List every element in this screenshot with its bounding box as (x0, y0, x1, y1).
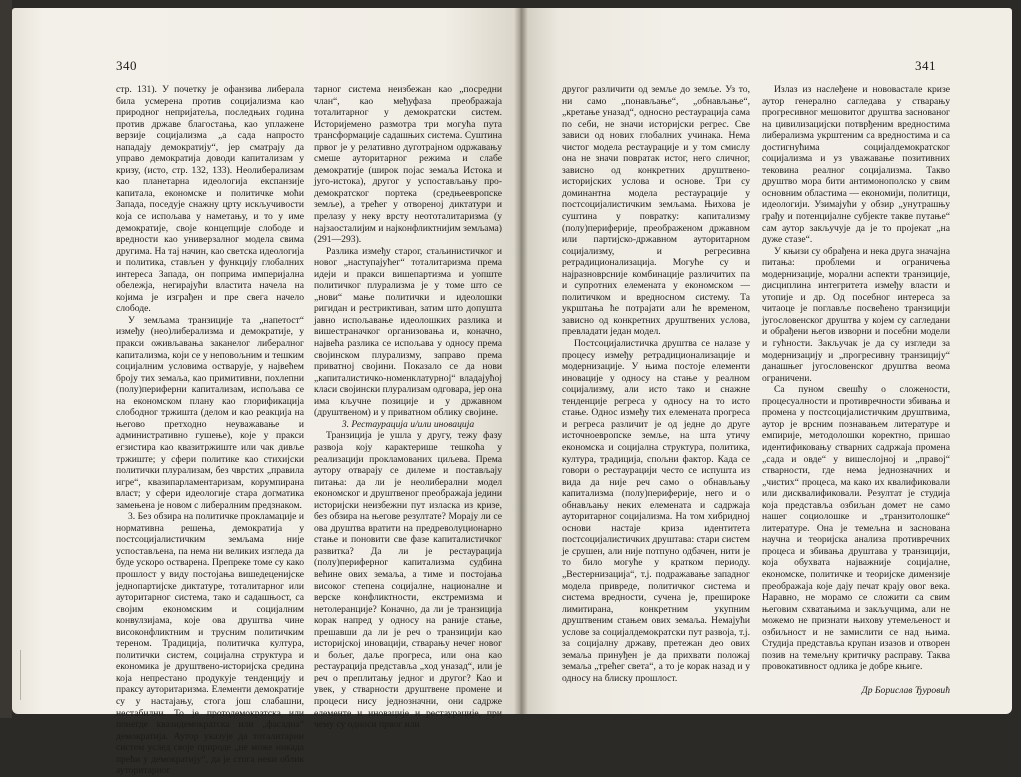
left-page (12, 8, 520, 777)
paragraph: тарног система неизбежан као „посредни члан“, као међуфаза преображаја тоталитарног у демократски систем. Историјемено размотра три могућа пута трансформације садашњих система. Суштина првог је у релативно дуготрајном одржавању смеше ауторитарног режима и слабе демократије (широк појас земаља Истока и југо-истока), другог у успостављању про-демократског портека (средњеевропске земље), а трећег у отвореној диктатури и прелазу у неку врсту неототалитаризма (у најзаосталијим и најконфликтнијим земљама) (291—293). (314, 84, 502, 246)
paragraph: Транзиција је ушла у другу, тежу фазу развоја коју карактерише тешкоћа у реализацији прокламованих циљева. Према аутору отварају се дилеме и постављају питања: да ли је неолиберални модел економског и друштвеног преображаја једини историјски неизбежни пут изласка из кризе, без обзира на његове резултате? Морају ли се ова друштва вратити на предреволуционарно стање и поновити све фазе капиталистичког развитка? Да ли је рестаурација (полу)периферног капитализма судбина већине ових земаља, а тиме и постојања високог степена социјалне, националне и верске конфликтности, екстремизма и нетолеранције? Коначно, да ли је транзиција корак напред у односу на раније стање, прешавши да ли је реч о транзицији као историјској иновацији, стварању нечег новог и бољег, даље прогреса, или она као рестаурација представља „ход уназад“, или је реч о преплитању једног и другог? Као и увек, у стварности друштвене промене и процеси нису једнозначни, они садрже елементе и иновације и рестаурације, при чему су односи првог или (314, 430, 502, 731)
left-page-column-2 (314, 84, 502, 731)
paragraph: стр. 131). У почетку је офанзива либерала била усмерена против социјализма као природног непријатеља, последњих година против државе благостања, као уплажене верзије социјализма „а сада напросто нападају демократију“, јер сматрају да управо демократија доводи капитализам у кризу, (исто, стр. 132, 133). Неолиберализам као планетарна идеологија експанзије капитала, економске и политичке моћи Запада, поседује снажну црту искључивости која се испољава у наметању, и то у име демократије, своје концепције слободе и вредности као универзалног модела свима другима. На тај начин, као светска идеологија и политика, стављен у функцију глобалних интереса Запада, он поприма империјална обележја, негирајући властита начела на којима је изграђен и пре свега начело слободе. (116, 84, 304, 315)
right-page-column-1 (562, 84, 750, 684)
paragraph: У земљама транзиције та „напетост“ између (нео)либерализма и демократије, у пракси оживљавања заканелог либералног капитализма, који се у неповољним и тешким социјалним условима остварује, у највећем броју тих земаља, као примитивни, похлепни (полу)периферни капитализам, испољава се на економском плану као глорификација слободног тржишта (делом и као реакција на његово претходно неуважавање и административно гушење), које у пракси егзистира као квазитржиште или чак дивље тржиште; у сфери политике као стихијски политички плурализам, без чврстих „правила игре“, квазипарламентаризам, корумпирана власт; у сфери идеологије стара догматика замењена је новом с либералним предзнаком. (116, 314, 304, 511)
left-page-column-1 (116, 84, 304, 777)
paragraph: У књизи су обрађена и нека друга значајна питања: проблеми и ограничења модернизације, морални аспекти транзиције, дисциплина интегритета између власти и утопије и др. Од посебног интереса за читаоце је поглавље посвећено транзицији југословенског друштва у којем су сагледани и обрађени његов изворни и посебни модели и гућности. Закључак је да су изгледи за модернизацију и „прогресивну транзицију“ данашњег југословенског друштва веома ограничени. (762, 245, 950, 384)
paragraph: Постсоцијалистичка друштва се налазе у процесу између ретрадиционализације и модернизације. У њима постоје елементи иновације у односу на стање у реалном социјализму, али исто тако и снажне тенденције регреса у односу на то исто стање. Однос између тих елемената прогреса и регреса различит је од једне до друге источноевропске земље, на шта утичу економска и социјална структура, политика, култура, традиција, спољни фактор. Када се говори о рестаурацији често се испушта из вида да није реч само о обнављању капитализма (полу)периферије, него и о обнављању неких елемената и садржаја ауторитарног социјализма. На том хибридној основи настаје криза идентитета постсоцијалистичких друштава: стари систем је срушен, али није потпуно одбачен, нити је то било могуће у кратком периоду. „Вестернизација“, т.ј. подражавање западног модела привреде, политичког система и система вредности, сучена је, прешироке лимитирана, конкретним укупним друштвеним стањем ових земаља. Немајући услове за социјалдемократски пут развоја, т.ј. за социјалну државу, претежан део ових земаља принуђен је да прихвати положај земаља „трећег света“, а то је корак назад и у односу на блиску прошлост. (562, 338, 750, 684)
section-heading: 3. Рестаурација и/или иновација (341, 418, 475, 430)
right-page (520, 8, 1012, 714)
paragraph: Са пуном свешћу о сложености, процесуалности и противречности збивања и промена у постсоцијалистичким друштвима, аутор је врсним познавањем литературе и емпирије, методолошки коректно, пришао идентификовању стварних садржаја промена „сада и овде“ у вишеслојној и „правој“ стварности, где нема једнозначних и „чистих“ процеса, ма како их квалификовали или дисквалификовали. Резултат је студија која представља озбиљан домет не само нашег социолошке и „транзитолошке“ литературе. Она је темељна и заснована научна и теоријска анализа противречних процеса и збивања друштава у транзицији, која обухвата најважније социјалне, економске, политичке и теоријске димензије преображаја које дају печат крају овог века. Наравно, не морамо се сложити са свим његовим схватањима и закључцима, али не можемо не признати њихову утемељеност и озбиљност и не замислити се над њима. Студија представља крупан изазов и отворен позив на темељну критичку расправу. Таква провокативност одлика је добре књиге. (762, 384, 950, 673)
page-edge-mark (20, 650, 21, 700)
page-number-left: 340 (116, 58, 137, 73)
paragraph: Разлика између старог, стаљинистичког и новог „наступајућег“ тоталитаризма према идеји и пракси вишепартизма и уопште политичког плурализма је у томе што се „нови“ мање политички и идеолошки ригидан и рестриктиван, затим што допушта јавно испољавање идеолошких разлика и вишестраначког организовања и, коначно, највећа разлика се испољава у односу према својинском плурализму, заправо према приватној својини. Показало се да нови „капиталистичко-номенклатурној“ владајућој класи својински плурализам одговара, јер она има кључне позиције и у државном (друштвеном) и у приватном облику својине. (314, 245, 502, 419)
paragraph: Излаз из наслеђене и нововастале кризе аутор генерално сагледава у стварању прогресивног мешовитог друштва заснованог на цивилизацијски потврђеним вредностима либерализма укрштеним са вредностима и са достигнућима социјалдемократског социјализма и уз уважавање позитивних тековина реалног социјализма. Такво друштво мора бити антимонополско у свим основним областима — економији, политици, идеологији. Узимајући у обзир „унутрашњу грађу и потенцијалне субјекте такве путање“ сам аутор закључује да је то пројекат „на дуже стазе“. (762, 84, 950, 246)
author-signature: Др Борислав Ђуровић (861, 684, 950, 696)
paragraph: 3. Без обзира на политичке прокламације и нормативна решења, демократија у постсоцијалистичким земљама није успостављена, па нема ни великих изгледа да буде ускоро остварена. Препреке томе су како прошлост у виду постојања вишедеценијске једнопартијске диктатуре, тоталитарног или ауторитарног система, тако и садашњост, са својим економским и социјалним конвулзијама, које ова друштва чине високонфликтним и трусним политичким тереном. Традиција, политичка култура, политички систем, социјална структура и економика је друштвено-историјска средина која непрестано продукује тенденцију и праксу ауторитаризма. Елементи демократије су у настајању, стога још слабашни, нестабилни. То је протодемократска или понегде квазидемократска или „фасадна“ демократија. Аутор указује да тоталитарни систем услед своје природе „не може никада прећи у демократију“, да је стога неки облик ауторитарног (116, 511, 304, 777)
page-number-right: 341 (915, 58, 936, 73)
book-gutter (514, 8, 528, 714)
right-page-column-2 (762, 84, 950, 696)
paragraph: другог различити од земље до земље. Уз то, ни само „понављање“, „обнављање“, „кретање уназад“, односно рестаурација сама по себи, не значи историјски регрес. Све зависи од нових глобалних учинака. Нема чистог модела рестаурације и у том смислу она не значи повратак истог, него сличног, зависно од конкретних друштвено-историјских услова и основе. Три су доминантна модела рестаурације у постсоцијалистичким земљама. Њихова је суштина у повратку: капитализму (полу)периферије, преображеном државном или партијско-државном ауторитарном социјализму, и регресивна ретрадиционализација. Могуће су и најразноврсније комбинације различитих па и супротних елемената у економском — политичком и вредносном систему. Та укрштања ће потрајати али ће временом, зависно од конкретних друштвених услова, превладати један модел. (562, 84, 750, 338)
